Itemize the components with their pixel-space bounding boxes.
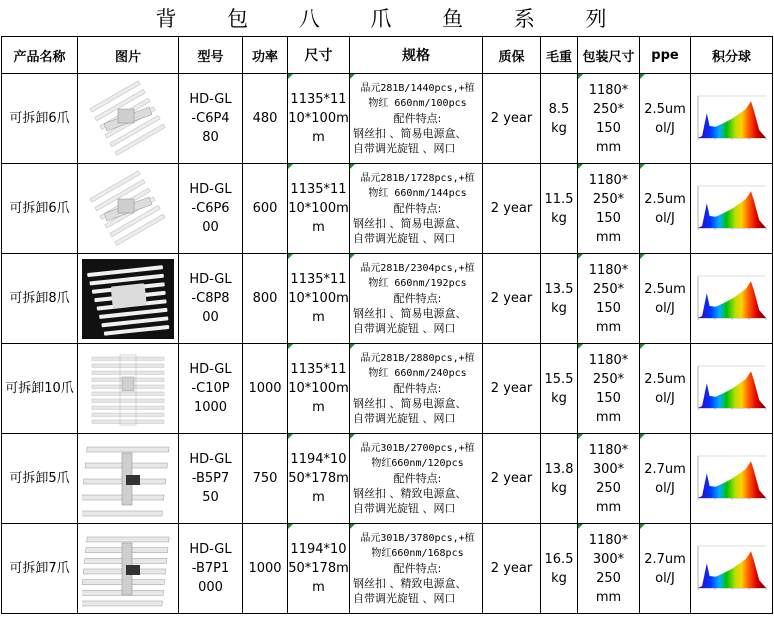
spec-red: 物红 660nm/144pcs [368,188,467,199]
spec-accessory-title: 配件特点: [393,202,442,215]
spectrum-chart [692,448,772,510]
spec-red: 物红660nm/120pcs [371,458,464,469]
spec-led: 晶元301B/2700pcs,+植 [360,443,475,454]
product-table [1,36,773,614]
spec-red: 物红 660nm/100pcs [368,98,467,109]
product-photo [78,344,179,434]
product-ppe: 2.5um ol/J [640,344,691,434]
product-size: 1135*11 10*100m m [288,74,350,164]
table-row [2,434,773,524]
header-ppe: ppe [640,37,691,74]
header-spec: 规格 [350,37,483,74]
spectrum-chart [692,538,772,600]
product-spec [350,344,483,434]
product-weight: 16.5 kg [541,524,578,614]
product-warranty: 2 year [483,524,541,614]
product-ppe: 2.7um ol/J [640,524,691,614]
product-spec [350,74,483,164]
product-name: 可拆卸6爪 [2,74,78,164]
spec-red: 物红 660nm/192pcs [368,278,467,289]
header-power: 功率 [243,37,288,74]
product-photo-image [82,529,174,609]
product-photo-image [82,169,174,249]
table-row [2,524,773,614]
spectrum-chart [692,88,772,150]
spec-accessory-1: 钢丝扣 、简易电源盒、 [353,307,467,320]
table-row [2,164,773,254]
spec-accessory-2: 自带调光旋钮 、网口 [353,592,456,605]
product-weight: 8.5 kg [541,74,578,164]
spec-accessory-1: 钢丝扣 、精致电源盒、 [353,487,467,500]
header-weight: 毛重 [541,37,578,74]
spectrum-chart [692,268,772,330]
header-model: 型号 [179,37,243,74]
product-size: 1194*10 50*178m m [288,434,350,524]
product-package: 1180* 250* 150 mm [578,254,640,344]
product-photo [78,164,179,254]
product-weight: 15.5 kg [541,344,578,434]
product-photo [78,524,179,614]
product-warranty: 2 year [483,254,541,344]
spec-accessory-title: 配件特点: [393,382,442,395]
spec-led: 晶元301B/3780pcs,+植 [360,533,475,544]
product-ppe: 2.5um ol/J [640,254,691,344]
product-warranty: 2 year [483,74,541,164]
product-name: 可拆卸7爪 [2,524,78,614]
spec-accessory-title: 配件特点: [393,472,442,485]
table-row [2,74,773,164]
spec-accessory-2: 自带调光旋钮 、网口 [353,232,456,245]
product-photo [78,74,179,164]
spec-led: 晶元281B/1440pcs,+植 [360,83,475,94]
product-photo-image [82,79,174,159]
product-photo [78,434,179,524]
header-row [2,37,773,74]
product-spec [350,434,483,524]
spec-accessory-1: 钢丝扣 、精致电源盒、 [353,577,467,590]
product-model: HD-GL -C10P 1000 [179,344,243,434]
product-weight: 13.8 kg [541,434,578,524]
spec-accessory-1: 钢丝扣 、简易电源盒、 [353,217,467,230]
product-sphere-chart [691,164,773,254]
product-weight: 13.5 kg [541,254,578,344]
product-name: 可拆卸5爪 [2,434,78,524]
product-size: 1135*11 10*100m m [288,254,350,344]
product-ppe: 2.7um ol/J [640,434,691,524]
header-warranty: 质保 [483,37,541,74]
product-size: 1194*10 50*178m m [288,524,350,614]
product-name: 可拆卸6爪 [2,164,78,254]
product-photo-image [82,439,174,519]
product-package: 1180* 250* 150 mm [578,344,640,434]
product-size: 1135*11 10*100m m [288,344,350,434]
spec-accessory-2: 自带调光旋钮 、网口 [353,412,456,425]
product-warranty: 2 year [483,344,541,434]
product-ppe: 2.5um ol/J [640,74,691,164]
product-ppe: 2.5um ol/J [640,164,691,254]
product-spec [350,254,483,344]
product-size: 1135*11 10*100m m [288,164,350,254]
product-photo-image [82,349,174,429]
product-photo [78,254,179,344]
header-size: 尺寸 [288,37,350,74]
spec-accessory-2: 自带调光旋钮 、网口 [353,502,456,515]
product-package: 1180* 300* 250 mm [578,434,640,524]
product-sphere-chart [691,524,773,614]
table-row [2,254,773,344]
spec-red: 物红 660nm/240pcs [368,368,467,379]
product-name: 可拆卸10爪 [2,344,78,434]
product-package: 1180* 250* 150 mm [578,164,640,254]
product-package: 1180* 250* 150 mm [578,74,640,164]
product-weight: 11.5 kg [541,164,578,254]
header-name: 产品名称 [2,37,78,74]
header-photo: 图片 [78,37,179,74]
spec-led: 晶元281B/1728pcs,+植 [360,173,475,184]
spectrum-chart [692,358,772,420]
product-model: HD-GL -C8P8 00 [179,254,243,344]
product-model: HD-GL -C6P6 00 [179,164,243,254]
spec-accessory-2: 自带调光旋钮 、网口 [353,322,456,335]
page-title: 背 包 八 爪 鱼 系 列 [155,7,629,31]
product-power: 1000 [243,524,288,614]
product-spec [350,164,483,254]
spec-accessory-title: 配件特点: [393,112,442,125]
product-sphere-chart [691,344,773,434]
product-power: 800 [243,254,288,344]
spec-accessory-1: 钢丝扣 、简易电源盒、 [353,127,467,140]
product-warranty: 2 year [483,164,541,254]
header-sphere: 积分球 [691,37,773,74]
spec-led: 晶元281B/2880pcs,+植 [360,353,475,364]
table-row [2,344,773,434]
spec-accessory-1: 钢丝扣 、简易电源盒、 [353,397,467,410]
product-name: 可拆卸8爪 [2,254,78,344]
spec-red: 物红660nm/168pcs [371,548,464,559]
spec-led: 晶元281B/2304pcs,+植 [360,263,475,274]
product-sphere-chart [691,434,773,524]
spec-accessory-title: 配件特点: [393,562,442,575]
product-model: HD-GL -C6P4 80 [179,74,243,164]
spec-accessory-title: 配件特点: [393,292,442,305]
spec-accessory-2: 自带调光旋钮 、网口 [353,142,456,155]
spectrum-chart [692,178,772,240]
product-photo-image [82,259,174,339]
product-model: HD-GL -B7P1 000 [179,524,243,614]
product-power: 1000 [243,344,288,434]
product-package: 1180* 300* 250 mm [578,524,640,614]
header-package: 包装尺寸 [578,37,640,74]
product-warranty: 2 year [483,434,541,524]
product-power: 600 [243,164,288,254]
product-power: 750 [243,434,288,524]
product-power: 480 [243,74,288,164]
product-model: HD-GL -B5P7 50 [179,434,243,524]
product-sphere-chart [691,254,773,344]
product-sphere-chart [691,74,773,164]
product-spec [350,524,483,614]
